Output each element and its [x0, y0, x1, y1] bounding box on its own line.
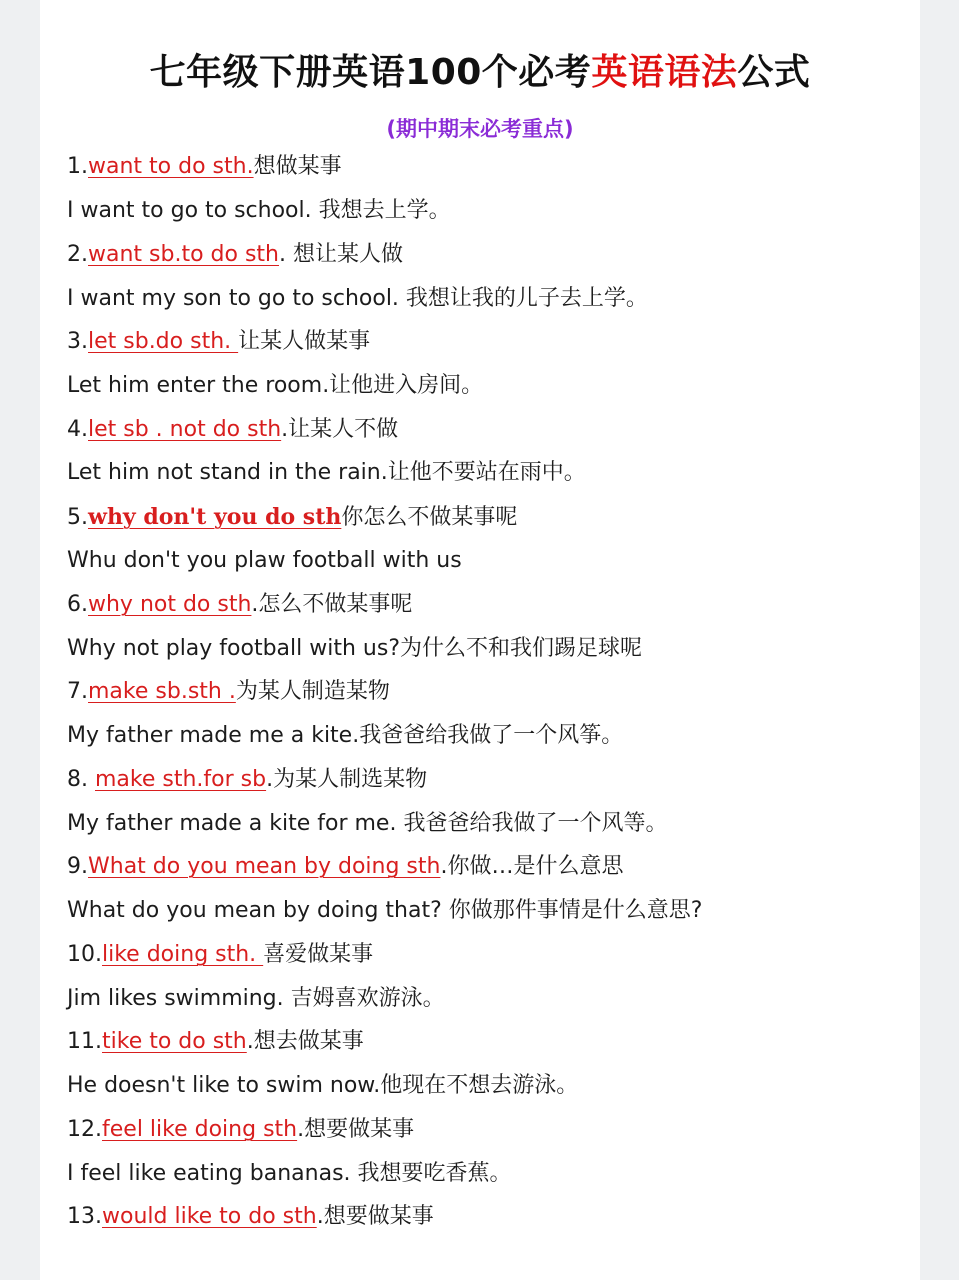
item-number: 3. [67, 329, 88, 354]
item-12-example: I feel like eating bananas. 我想要吃香蕉。 [67, 1161, 512, 1186]
item-10-formula [67, 940, 373, 970]
item-number: 6. [67, 592, 88, 617]
item-4-example: Let him not stand in the rain.让他不要站在雨中。 [67, 460, 586, 485]
item-4-formula [67, 415, 398, 445]
item-meaning: .为某人制选某物 [266, 767, 428, 792]
item-meaning: 为某人制造某物 [235, 679, 390, 704]
item-meaning: .让某人不做 [281, 417, 399, 442]
item-number: 1. [67, 154, 88, 179]
item-meaning: 想做某事 [253, 154, 342, 179]
item-phrase: why don't you do sth [88, 504, 342, 530]
title-highlight: 英语语法 [591, 52, 738, 93]
item-meaning: .你做…是什么意思 [440, 854, 624, 879]
item-meaning: .想要做某事 [297, 1117, 415, 1142]
item-12-formula [67, 1115, 414, 1145]
item-9-formula [67, 852, 623, 882]
item-meaning: .怎么不做某事呢 [251, 592, 413, 617]
title-part-1: 七年级下册英语100个必考 [149, 52, 592, 93]
item-9-example: What do you mean by doing that? 你做那件事情是什么意思? [67, 898, 703, 923]
item-11-example: He doesn't like to swim now.他现在不想去游泳。 [67, 1073, 579, 1098]
item-number: 2. [67, 242, 88, 267]
title-part-2: 公式 [737, 52, 811, 93]
item-number: 9. [67, 854, 88, 879]
item-meaning: 喜爱做某事 [263, 942, 374, 967]
page-subtitle: (期中期末必考重点) [386, 117, 574, 141]
item-11-formula [67, 1027, 364, 1057]
page-title [40, 44, 920, 95]
item-number: 10. [67, 942, 102, 967]
item-phrase: make sth.for sb [94, 767, 267, 792]
item-13-formula [67, 1202, 434, 1232]
item-phrase: want to do sth. [88, 154, 254, 179]
item-2-formula [67, 240, 403, 270]
item-7-example: My father made me a kite.我爸爸给我做了一个风筝。 [67, 723, 624, 748]
item-phrase: make sb.sth . [88, 679, 236, 704]
item-meaning: .想去做某事 [246, 1029, 364, 1054]
item-3-example: Let him enter the room.让他进入房间。 [67, 373, 484, 398]
item-phrase: why not do sth [88, 592, 252, 617]
item-1-formula [67, 152, 342, 182]
item-3-formula [67, 327, 370, 357]
document-page [40, 0, 920, 1280]
item-meaning: 让某人做某事 [238, 329, 371, 354]
item-phrase: let sb . not do sth [88, 417, 282, 442]
item-6-example: Why not play football with us?为什么不和我们踢足球呢 [67, 636, 643, 661]
item-7-formula [67, 677, 390, 707]
item-meaning: .想要做某事 [316, 1204, 434, 1229]
item-1-example: I want to go to school. 我想去上学。 [67, 198, 451, 223]
item-phrase: feel like doing sth [102, 1117, 298, 1142]
item-phrase: would like to do sth [102, 1204, 317, 1229]
item-phrase: like doing sth. [102, 942, 264, 967]
item-10-example: Jim likes swimming. 吉姆喜欢游泳。 [67, 986, 445, 1011]
item-phrase: want sb.to do sth [88, 242, 279, 267]
item-number: 11. [67, 1029, 102, 1054]
item-2-example: I want my son to go to school. 我想让我的儿子去上学。 [67, 286, 648, 311]
item-phrase: tike to do sth [102, 1029, 247, 1054]
item-number: 5. [67, 505, 88, 530]
item-phrase: let sb.do sth. [88, 329, 239, 354]
item-8-example: My father made a kite for me. 我爸爸给我做了一个风等。 [67, 811, 668, 836]
item-8-formula [67, 765, 427, 795]
item-number: 13. [67, 1204, 102, 1229]
item-number: 4. [67, 417, 88, 442]
item-5-example: Whu don't you plaw football with us [67, 548, 462, 573]
item-number: 7. [67, 679, 88, 704]
item-meaning: 你怎么不做某事呢 [341, 505, 518, 530]
item-meaning: . 想让某人做 [279, 242, 403, 267]
item-number: 12. [67, 1117, 102, 1142]
item-phrase: What do you mean by doing sth [88, 854, 441, 879]
item-5-formula [67, 502, 517, 533]
item-6-formula [67, 590, 412, 620]
item-number: 8. [67, 767, 95, 792]
